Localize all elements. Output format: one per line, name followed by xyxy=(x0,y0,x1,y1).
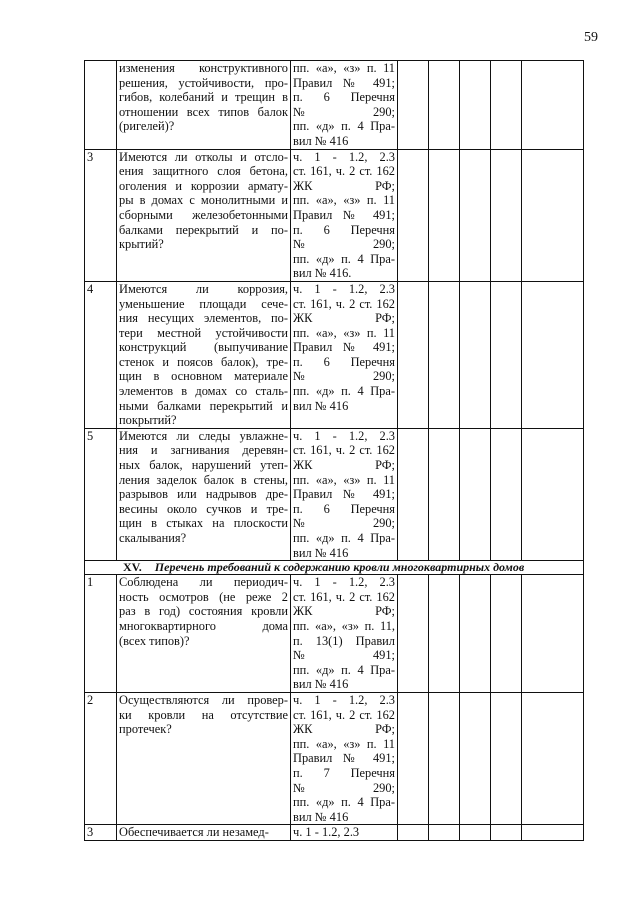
answer-cell xyxy=(522,281,584,428)
reference-line: Правил № 491; xyxy=(293,751,395,766)
question-line: ния несущих элементов, по- xyxy=(119,311,288,326)
question-line: крытий? xyxy=(119,237,164,252)
reference-line: Правил № 491; xyxy=(293,207,395,222)
answer-cell xyxy=(429,149,460,281)
answer-cell xyxy=(460,61,491,150)
question-line: ность осмотров (не реже 2 xyxy=(119,589,288,604)
item-number xyxy=(85,61,117,150)
legal-reference-cell xyxy=(291,61,398,150)
legal-reference-cell xyxy=(291,428,398,560)
answer-cell xyxy=(460,149,491,281)
answer-cell xyxy=(522,825,584,841)
answer-cell xyxy=(398,61,429,150)
question-line: Имеются ли отколы и отсло- xyxy=(119,149,288,164)
reference-line: вил № 416 xyxy=(293,809,349,824)
question-line: Обеспечивается ли незамед- xyxy=(119,825,269,840)
question-line: ния и загнивания деревян- xyxy=(119,443,288,458)
reference-line: вил № 416. xyxy=(293,266,352,281)
question-line: балками перекрытий и по- xyxy=(119,222,288,237)
item-number: 5 xyxy=(85,428,117,560)
question-line: покрытий? xyxy=(119,413,177,428)
item-number: 3 xyxy=(85,149,117,281)
table-row xyxy=(85,428,584,560)
legal-reference-cell xyxy=(291,825,398,841)
reference-line: п. 7 Перечня xyxy=(293,765,395,780)
reference-line: № 290; xyxy=(293,516,395,531)
question-line: отношении всех типов балок xyxy=(119,104,288,119)
question-line: щин в основном материале xyxy=(119,369,288,384)
question-cell xyxy=(117,281,291,428)
section-row xyxy=(85,561,584,575)
question-line: весины около сучков и тре- xyxy=(119,501,288,516)
answer-cell xyxy=(429,825,460,841)
question-line: многоквартирного дома xyxy=(119,618,288,633)
table-row xyxy=(85,825,584,841)
question-line: ных балок, нарушений утеп- xyxy=(119,458,288,473)
reference-line: пп. «а», «з» п. 11 xyxy=(293,61,395,75)
reference-line: п. 6 Перечня xyxy=(293,501,395,516)
reference-line: Правил № 491; xyxy=(293,340,395,355)
question-cell xyxy=(117,692,291,824)
answer-cell xyxy=(522,428,584,560)
answer-cell xyxy=(460,825,491,841)
reference-line: пп. «а», «з» п. 11, xyxy=(293,618,395,633)
question-line: стенок и поясов балок), тре- xyxy=(119,354,288,369)
reference-line: п. 6 Перечня xyxy=(293,222,395,237)
table-row xyxy=(85,575,584,693)
reference-line: вил № 416 xyxy=(293,398,349,413)
reference-line: ч. 1 - 1.2, 2.3 xyxy=(293,575,395,590)
reference-line: пп. «д» п. 4 Пра- xyxy=(293,531,395,545)
question-cell xyxy=(117,825,291,841)
legal-reference-cell xyxy=(291,281,398,428)
reference-line: ст. 161, ч. 2 ст. 162 xyxy=(293,589,395,604)
page-number: 59 xyxy=(584,30,598,45)
question-line: щин в стыках на плоскости xyxy=(119,516,288,531)
question-line: раз в год) состояния кровли xyxy=(119,604,288,619)
question-cell xyxy=(117,575,291,693)
reference-line: ч. 1 - 1.2, 2.3 xyxy=(293,692,395,707)
answer-cell xyxy=(398,692,429,824)
question-line: ры в домах с монолитными и xyxy=(119,193,288,208)
section-title: Перечень требований к содержанию кровли многоквартирных домов xyxy=(154,560,525,575)
answer-cell xyxy=(398,281,429,428)
answer-cell xyxy=(491,428,522,560)
answer-cell xyxy=(398,575,429,693)
answer-cell xyxy=(429,428,460,560)
question-line: гибов, колебаний и трещин в xyxy=(119,90,288,105)
reference-line: № 290; xyxy=(293,237,395,252)
answer-cell xyxy=(460,692,491,824)
reference-line: пп. «д» п. 4 Пра- xyxy=(293,384,395,399)
reference-line: № 290; xyxy=(293,780,395,795)
question-line: протечек? xyxy=(119,722,172,737)
question-line: изменения конструктивного xyxy=(119,61,288,75)
table-row xyxy=(85,61,584,150)
question-line: Осуществляются ли провер- xyxy=(119,692,288,707)
reference-line: ст. 161, ч. 2 ст. 162 xyxy=(293,707,395,722)
answer-cell xyxy=(398,825,429,841)
question-line: Имеются ли коррозия, xyxy=(119,281,288,296)
reference-line: ст. 161, ч. 2 ст. 162 xyxy=(293,443,395,458)
reference-line: № 290; xyxy=(293,369,395,384)
reference-line: пп. «а», «з» п. 11 xyxy=(293,736,395,751)
reference-line: вил № 416 xyxy=(293,677,349,692)
answer-cell xyxy=(491,281,522,428)
answer-cell xyxy=(491,692,522,824)
answer-cell xyxy=(398,149,429,281)
reference-line: ЖК РФ; xyxy=(293,311,395,326)
answer-cell xyxy=(491,575,522,693)
section-number: XV. xyxy=(123,560,142,575)
reference-line: № 491; xyxy=(293,648,395,663)
answer-cell xyxy=(398,428,429,560)
answer-cell xyxy=(460,575,491,693)
answer-cell xyxy=(429,61,460,150)
reference-line: вил № 416 xyxy=(293,133,349,148)
item-number: 3 xyxy=(85,825,117,841)
question-line: ения защитного слоя бетона, xyxy=(119,164,288,179)
section-heading xyxy=(85,561,584,575)
item-number: 2 xyxy=(85,692,117,824)
answer-cell xyxy=(491,61,522,150)
reference-line: ч. 1 - 1.2, 2.3 xyxy=(293,281,395,296)
reference-line: вил № 416 xyxy=(293,545,349,560)
reference-line: пп. «д» п. 4 Пра- xyxy=(293,795,395,810)
question-line: конструкций (выпучивание xyxy=(119,340,288,355)
question-line: ки кровли на отсутствие xyxy=(119,707,288,722)
table-row xyxy=(85,149,584,281)
reference-line: Правил № 491; xyxy=(293,75,395,90)
legal-reference-cell xyxy=(291,575,398,693)
answer-cell xyxy=(491,825,522,841)
legal-reference-cell xyxy=(291,692,398,824)
answer-cell xyxy=(460,281,491,428)
question-line: (ригелей)? xyxy=(119,119,175,134)
answer-cell xyxy=(522,692,584,824)
question-cell xyxy=(117,428,291,560)
question-line: решения, устойчивости, про- xyxy=(119,75,288,90)
answer-cell xyxy=(460,428,491,560)
reference-line: ЖК РФ; xyxy=(293,604,395,619)
question-line: элементов в домах со сталь- xyxy=(119,384,288,399)
question-cell xyxy=(117,149,291,281)
reference-line: пп. «д» п. 4 Пра- xyxy=(293,119,395,134)
reference-line: п. 6 Перечня xyxy=(293,354,395,369)
reference-line: ч. 1 - 1.2, 2.3 xyxy=(293,149,395,164)
table-row xyxy=(85,692,584,824)
reference-line: пп. «д» п. 4 Пра- xyxy=(293,251,395,266)
reference-line: ЖК РФ; xyxy=(293,178,395,193)
question-line: тери местной устойчивости xyxy=(119,325,288,340)
legal-reference-cell xyxy=(291,149,398,281)
question-line: уменьшение площади сече- xyxy=(119,296,288,311)
item-number: 4 xyxy=(85,281,117,428)
reference-line: ст. 161, ч. 2 ст. 162 xyxy=(293,296,395,311)
table-row xyxy=(85,281,584,428)
reference-line: пп. «а», «з» п. 11 xyxy=(293,472,395,487)
reference-line: пп. «а», «з» п. 11 xyxy=(293,193,395,208)
question-line: Имеются ли следы увлажне- xyxy=(119,428,288,443)
reference-line: пп. «а», «з» п. 11 xyxy=(293,325,395,340)
reference-line: ЖК РФ; xyxy=(293,458,395,473)
reference-line: ЖК РФ; xyxy=(293,722,395,737)
answer-cell xyxy=(429,281,460,428)
reference-line: п. 13(1) Правил xyxy=(293,633,395,648)
question-line: скалывания? xyxy=(119,531,187,545)
answer-cell xyxy=(522,575,584,693)
question-line: Соблюдена ли периодич- xyxy=(119,575,288,590)
answer-cell xyxy=(429,692,460,824)
question-line: ными балками перекрытий и xyxy=(119,398,288,413)
answer-cell xyxy=(522,149,584,281)
reference-line: ч. 1 - 1.2, 2.3 xyxy=(293,428,395,443)
answer-cell xyxy=(491,149,522,281)
reference-line: пп. «д» п. 4 Пра- xyxy=(293,662,395,677)
item-number: 1 xyxy=(85,575,117,693)
reference-line: ст. 161, ч. 2 ст. 162 xyxy=(293,164,395,179)
question-line: оголения и коррозии армату- xyxy=(119,178,288,193)
reference-line: п. 6 Перечня xyxy=(293,90,395,105)
question-cell xyxy=(117,61,291,150)
reference-line: № 290; xyxy=(293,104,395,119)
requirements-table xyxy=(84,60,584,841)
answer-cell xyxy=(522,61,584,150)
question-line: (всех типов)? xyxy=(119,633,190,648)
question-line: ления заделок балок в стены, xyxy=(119,472,288,487)
reference-line: Правил № 491; xyxy=(293,487,395,502)
question-line: разрывов или надрывов дре- xyxy=(119,487,288,502)
question-line: сборными железобетонными xyxy=(119,207,288,222)
reference-line: ч. 1 - 1.2, 2.3 xyxy=(293,825,360,840)
answer-cell xyxy=(429,575,460,693)
